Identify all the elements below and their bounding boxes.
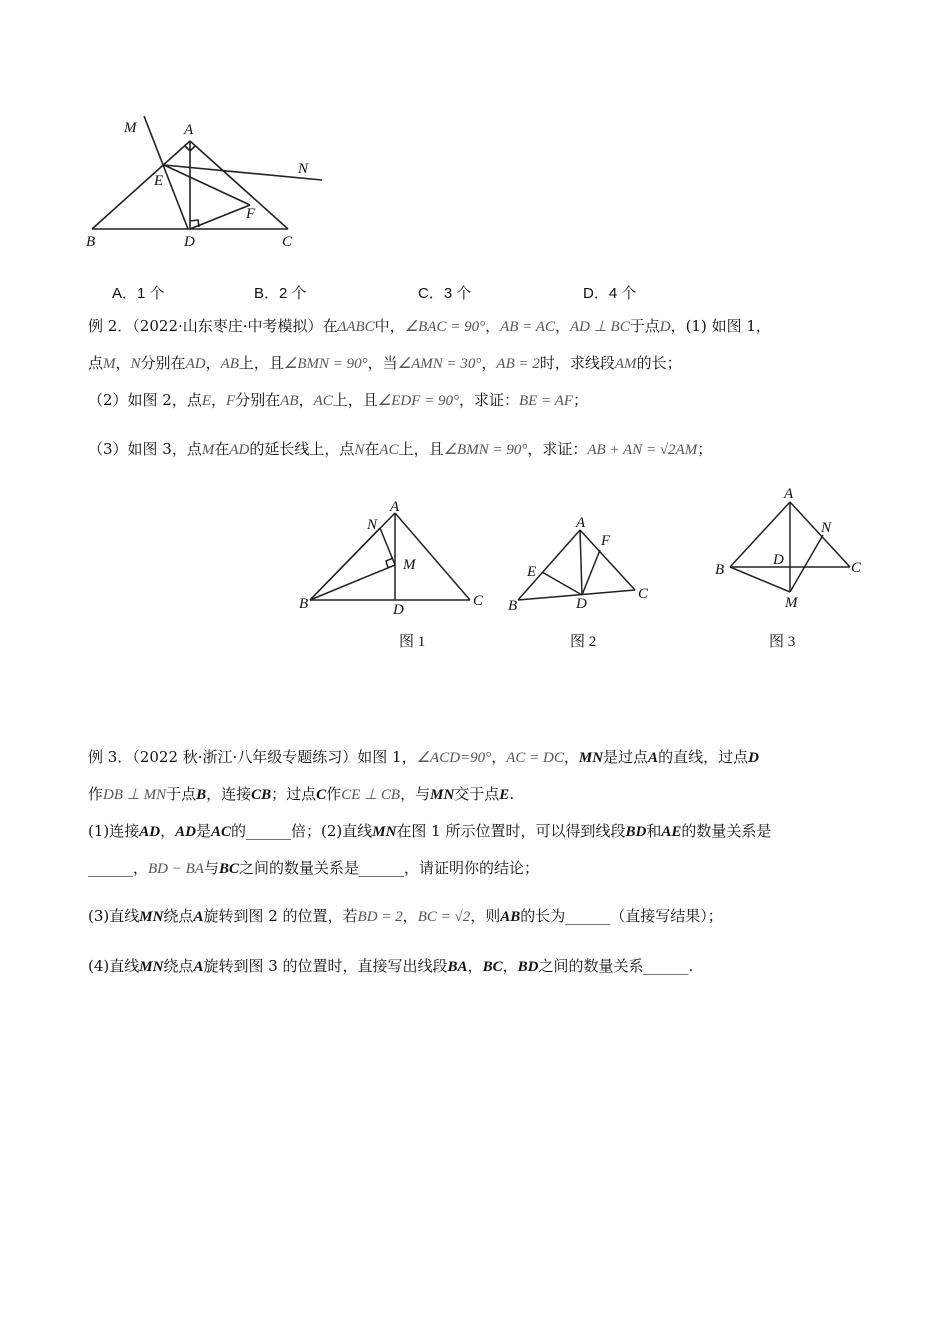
math: CE ⊥ CB: [341, 787, 401, 803]
text: .: [509, 785, 515, 803]
text: 作: [326, 785, 342, 803]
text: ______，: [88, 859, 149, 877]
text: ；过点: [271, 785, 317, 803]
math: D: [659, 319, 671, 335]
label-N: N: [821, 520, 832, 536]
var: BD: [625, 824, 647, 840]
text: 作: [88, 785, 104, 803]
text: ，: [298, 391, 314, 409]
var: MN: [430, 787, 455, 803]
var: AE: [661, 824, 682, 840]
var: MN: [139, 909, 164, 925]
text: 的______倍；(2)直线: [230, 822, 373, 840]
option-a: A．1 个: [112, 285, 165, 302]
option-b: B．2 个: [254, 285, 307, 302]
var: MN: [372, 824, 397, 840]
math: DB ⊥ MN: [103, 787, 167, 803]
ex3-line-4: [88, 857, 539, 880]
label-M: M: [785, 595, 798, 611]
math: N: [354, 442, 365, 458]
label-M: M: [403, 557, 416, 573]
ex2-line-4: [88, 438, 712, 461]
var: AD: [175, 824, 196, 840]
label-C: C: [638, 586, 649, 602]
ex3-line-5: [88, 905, 723, 928]
var: AD: [139, 824, 161, 840]
text: 与: [203, 859, 219, 877]
seg-AC: [790, 502, 850, 567]
math: ΔABC: [337, 319, 375, 335]
text: ，当: [367, 354, 398, 372]
math: AD: [185, 356, 206, 372]
text: 之间的数量关系______.: [538, 957, 694, 975]
var: AB: [500, 909, 521, 925]
text: ，: [563, 748, 579, 766]
text: （3）如图 3，点: [88, 440, 202, 458]
label-B: B: [508, 598, 518, 614]
label-N: N: [298, 161, 309, 177]
ex2-line-2: [88, 352, 682, 375]
label-C: C: [473, 593, 484, 609]
var: C: [316, 787, 327, 803]
text: ，(1) 如图 1，: [670, 317, 771, 335]
label-D: D: [393, 602, 404, 618]
text: 的长为______（直接写结果）；: [520, 907, 723, 925]
text: ，: [481, 354, 497, 372]
text: ；: [573, 391, 589, 409]
text: 绕点: [163, 957, 194, 975]
seg-BN: [310, 528, 380, 600]
math: ∠EDF = 90°: [377, 393, 459, 409]
ex3-line-2: [88, 783, 514, 806]
label-D: D: [576, 596, 587, 612]
seg-DF: [582, 550, 600, 595]
text: 的数量关系是: [681, 822, 772, 840]
math: BD = 2: [357, 909, 403, 925]
seg-DE: [542, 572, 582, 595]
label-F: F: [246, 206, 256, 222]
label-E: E: [154, 173, 164, 189]
option-d: D．4 个: [583, 285, 637, 302]
text: 的长；: [636, 354, 682, 372]
math: M: [103, 356, 116, 372]
label-A: A: [576, 515, 586, 531]
math: BC = √2: [417, 909, 471, 925]
figure-1-caption: 图 1: [399, 634, 426, 650]
text: 的直线，过点: [658, 748, 749, 766]
text: (4)直线: [88, 957, 140, 975]
text: 点: [88, 354, 104, 372]
text: 上，且: [238, 354, 284, 372]
seg-NM: [380, 528, 395, 565]
math: AM: [614, 356, 637, 372]
math: M: [201, 442, 215, 458]
text: ，: [491, 748, 507, 766]
text: ，连接: [206, 785, 252, 803]
math: ∠BAC = 90°: [404, 319, 486, 335]
text: ，与: [400, 785, 431, 803]
label-B: B: [715, 562, 725, 578]
math: AC: [379, 442, 399, 458]
ex3-line-3: [88, 820, 771, 843]
text: ；: [697, 440, 713, 458]
label-A: A: [784, 486, 794, 502]
ex2-heading: 例 2．（2022·山东枣庄·中考模拟）在: [88, 317, 338, 335]
text: （2）如图 2，点: [88, 391, 202, 409]
label-B: B: [299, 596, 309, 612]
text: 时，求线段: [539, 354, 615, 372]
var: D: [748, 750, 759, 766]
text: 交于点: [454, 785, 500, 803]
math: ∠BMN = 90°: [283, 356, 368, 372]
text: 在: [364, 440, 380, 458]
label-C: C: [282, 234, 293, 250]
ex3-heading: 例 3．（2022 秋·浙江·八年级专题练习）如图 1，: [88, 748, 417, 766]
figure-3-caption: 图 3: [769, 634, 796, 650]
math: AB = 2: [496, 356, 540, 372]
var: A: [193, 959, 204, 975]
var: AC: [210, 824, 231, 840]
math: AB: [220, 356, 239, 372]
text: ，: [554, 317, 570, 335]
label-M: M: [124, 120, 137, 136]
ex3-line-6: [88, 955, 693, 978]
text: 上，且: [332, 391, 378, 409]
var: A: [193, 909, 204, 925]
var: CB: [251, 787, 272, 803]
figure-1: [295, 495, 495, 655]
option-c: C．3 个: [418, 285, 472, 302]
math: F: [226, 393, 236, 409]
text: ，求证：: [527, 440, 588, 458]
var: A: [648, 750, 659, 766]
math: ∠AMN = 30°: [397, 356, 482, 372]
text: 之间的数量关系是______，请证明你的结论；: [239, 859, 540, 877]
var: BD: [517, 959, 539, 975]
text: 旋转到图 2 的位置，若: [203, 907, 358, 925]
text: (1)连接: [88, 822, 140, 840]
ex3-line-1: [88, 746, 759, 769]
figure-2: [500, 510, 660, 655]
text: ，: [502, 957, 518, 975]
math: AD ⊥ BC: [569, 319, 630, 335]
label-D: D: [773, 552, 784, 568]
text: ，: [485, 317, 501, 335]
seg-AD: [580, 530, 582, 595]
text: 上，且: [398, 440, 444, 458]
text: ，: [160, 822, 176, 840]
figure-2-caption: 图 2: [570, 634, 597, 650]
math: BD − BA: [148, 861, 204, 877]
text: ，: [467, 957, 483, 975]
text: 在: [214, 440, 230, 458]
seg-AB: [92, 141, 190, 229]
seg-AC: [190, 141, 288, 229]
text: ，求证：: [459, 391, 520, 409]
math: AB + AN = √2AM: [587, 442, 698, 458]
math: AB: [280, 393, 299, 409]
math: ∠BMN = 90°: [443, 442, 528, 458]
text: 于点: [166, 785, 197, 803]
var: E: [499, 787, 510, 803]
text: ，: [211, 391, 227, 409]
label-D: D: [184, 234, 195, 250]
text: 绕点: [163, 907, 194, 925]
label-F: F: [601, 533, 611, 549]
seg-BM: [310, 565, 395, 600]
text: 中，: [374, 317, 405, 335]
text: ，: [205, 354, 221, 372]
text: 分别在: [235, 391, 281, 409]
var: BC: [218, 861, 239, 877]
math: ∠ACD=90°: [416, 750, 492, 766]
text: 旋转到图 3 的位置时，直接写出线段: [203, 957, 448, 975]
ex2-line-3: [88, 389, 588, 412]
text: 在图 1 所示位置时，可以得到线段: [396, 822, 626, 840]
text: 分别在: [140, 354, 186, 372]
text: 的延长线上，点: [249, 440, 355, 458]
label-N: N: [367, 517, 378, 533]
math: AD: [229, 442, 250, 458]
var: B: [196, 787, 207, 803]
var: BA: [447, 959, 468, 975]
label-C: C: [851, 560, 862, 576]
text: ，: [402, 907, 418, 925]
text: ，则: [470, 907, 501, 925]
text: 和: [646, 822, 662, 840]
seg-BM: [730, 567, 790, 592]
label-A: A: [184, 122, 194, 138]
text: (3)直线: [88, 907, 140, 925]
var: MN: [139, 959, 164, 975]
top-figure: [80, 110, 340, 255]
label-E: E: [527, 564, 537, 580]
text: 于点: [629, 317, 660, 335]
var: BC: [482, 959, 503, 975]
text: 是: [195, 822, 211, 840]
figure-3: [705, 480, 880, 655]
text: 是过点: [603, 748, 649, 766]
math: AB = AC: [500, 319, 555, 335]
math: AC = DC: [506, 750, 564, 766]
label-A: A: [390, 499, 400, 515]
math: E: [201, 393, 212, 409]
text: ，: [115, 354, 131, 372]
math: N: [130, 356, 141, 372]
math: AC: [313, 393, 333, 409]
label-B: B: [86, 234, 96, 250]
seg-MN: [790, 535, 823, 592]
ex2-line-1: [88, 315, 771, 338]
math: BE = AF: [519, 393, 574, 409]
var: MN: [578, 750, 604, 766]
